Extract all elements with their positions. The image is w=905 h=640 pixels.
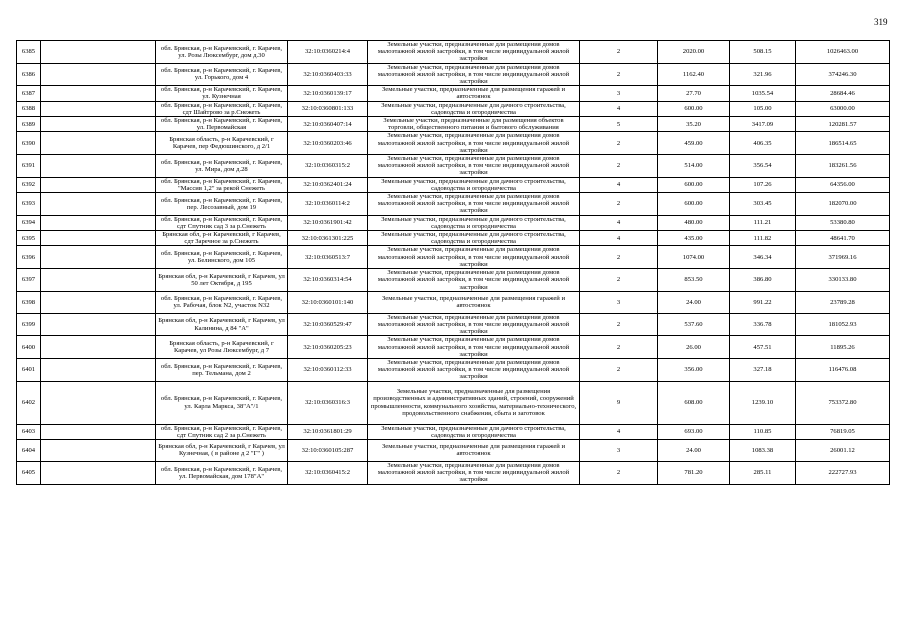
price-cell: 110.85 (730, 424, 796, 439)
area-cell: 1074.00 (658, 246, 730, 269)
address-cell: обл. Брянская, р-н Карачевский, г. Карачев, ул. Первомайская (156, 117, 288, 132)
area-cell: 26.00 (658, 336, 730, 359)
address-cell: обл. Брянская, р-н Карачевский, г. Карачев, "Массив 1,2" за рекой Снежеть (156, 177, 288, 192)
group-cell: 4 (580, 215, 658, 230)
table-row (17, 439, 890, 461)
table-row (17, 269, 890, 292)
address-cell: обл. Брянская, р-н Карачевский, г. Карачев, ул. Первомайская, дом 178"А" (156, 461, 288, 484)
cadastral-value-cell: 1026463.00 (796, 41, 890, 64)
group-cell: 2 (580, 41, 658, 64)
land-use-cell: Земельные участки, предназначенные для размещения домов малоэтажной жилой застройки, в том числе индивидуальной жилой застройки (368, 246, 580, 269)
cadastral-value-cell: 28684.46 (796, 86, 890, 101)
cadastral-value-cell: 11895.26 (796, 336, 890, 359)
row-number: 6389 (17, 117, 41, 132)
address-cell: Брянская обл, р-н Карачевский, г Карачев, ул Кузнечная, ( в районе д 2 "Г" ) (156, 439, 288, 461)
group-cell: 4 (580, 424, 658, 439)
table-row (17, 193, 890, 216)
price-cell: 336.78 (730, 313, 796, 336)
address-cell: обл. Брянская, р-н Карачевский, г. Карачев, сдт Спутник сад 2 за р.Снежеть (156, 424, 288, 439)
price-cell: 991.22 (730, 291, 796, 313)
group-cell: 4 (580, 177, 658, 192)
cadastral-number-cell: 32:10:0360205:23 (288, 336, 368, 359)
table-row (17, 101, 890, 116)
address-cell: обл. Брянская, р-н Карачевский, г. Карачев, пер. Тельмана, дом 2 (156, 358, 288, 381)
area-cell: 480.00 (658, 215, 730, 230)
address-cell: обл. Брянская, р-н Карачевский, г. Карачев, ул. Белинского, дом 105 (156, 246, 288, 269)
address-cell: обл. Брянская, р-н Карачевский, г. Карачев, ул. Розы Люксембург, дом д.30 (156, 41, 288, 64)
cadastral-value-cell: 181052.93 (796, 313, 890, 336)
group-cell: 4 (580, 101, 658, 116)
land-use-cell: Земельные участки, предназначенные для размещения домов малоэтажной жилой застройки, в том числе индивидуальной жилой застройки (368, 132, 580, 155)
blank-cell (41, 381, 156, 424)
price-cell: 1239.10 (730, 381, 796, 424)
cadastral-number-cell: 32:10:0360415:2 (288, 461, 368, 484)
address-cell: Брянская обл, р-н Карачевский, г Карачев, ул 50 лет Октября, д 195 (156, 269, 288, 292)
cadastral-value-cell: 64356.00 (796, 177, 890, 192)
table-row (17, 381, 890, 424)
land-use-cell: Земельные участки, предназначенные для размещения домов малоэтажной жилой застройки, в том числе индивидуальной жилой застройки (368, 193, 580, 216)
land-use-cell: Земельные участки, предназначенные для размещения домов малоэтажной жилой застройки, в том числе индивидуальной жилой застройки (368, 358, 580, 381)
cadastral-value-cell: 63000.00 (796, 101, 890, 116)
cadastral-value-cell: 183261.56 (796, 155, 890, 178)
area-cell: 356.00 (658, 358, 730, 381)
cadastral-number-cell: 32:10:0360214:4 (288, 41, 368, 64)
cadastral-number-cell: 32:10:0362401:24 (288, 177, 368, 192)
address-cell: Брянская область, р-н Карачевский, г Карачев, пер Федюшинского, д 2/1 (156, 132, 288, 155)
group-cell: 2 (580, 246, 658, 269)
row-number: 6392 (17, 177, 41, 192)
row-number: 6387 (17, 86, 41, 101)
cadastral-number-cell: 32:10:0361301:225 (288, 231, 368, 246)
price-cell: 111.21 (730, 215, 796, 230)
table-row (17, 336, 890, 359)
blank-cell (41, 177, 156, 192)
cadastral-number-cell: 32:10:0360114:2 (288, 193, 368, 216)
group-cell: 2 (580, 336, 658, 359)
area-cell: 600.00 (658, 101, 730, 116)
group-cell: 4 (580, 231, 658, 246)
table-row (17, 246, 890, 269)
blank-cell (41, 358, 156, 381)
blank-cell (41, 86, 156, 101)
area-cell: 1162.40 (658, 63, 730, 86)
group-cell: 3 (580, 291, 658, 313)
price-cell: 105.00 (730, 101, 796, 116)
cadastral-value-cell: 116476.08 (796, 358, 890, 381)
row-number: 6391 (17, 155, 41, 178)
blank-cell (41, 269, 156, 292)
row-number: 6404 (17, 439, 41, 461)
blank-cell (41, 246, 156, 269)
cadastral-number-cell: 32:10:0360407:14 (288, 117, 368, 132)
row-number: 6386 (17, 63, 41, 86)
address-cell: обл. Брянская, р-н Карачевский, г. Карачев, ул. Горького, дом 4 (156, 63, 288, 86)
area-cell: 2020.00 (658, 41, 730, 64)
area-cell: 514.00 (658, 155, 730, 178)
table-row (17, 117, 890, 132)
blank-cell (41, 291, 156, 313)
table-row (17, 63, 890, 86)
group-cell: 3 (580, 439, 658, 461)
price-cell: 457.51 (730, 336, 796, 359)
land-use-cell: Земельные участки, предназначенные для размещения производственных и административных зданий, строений, сооружений промышленности, коммунального хозяйства, материально-технического, продовольственного снабжения, сбыта и заготовок (368, 381, 580, 424)
land-use-cell: Земельные участки, предназначенные для размещения домов малоэтажной жилой застройки, в том числе индивидуальной жилой застройки (368, 336, 580, 359)
price-cell: 3417.09 (730, 117, 796, 132)
area-cell: 435.00 (658, 231, 730, 246)
blank-cell (41, 63, 156, 86)
cadastral-number-cell: 32:10:0360139:17 (288, 86, 368, 101)
row-number: 6405 (17, 461, 41, 484)
row-number: 6399 (17, 313, 41, 336)
land-use-cell: Земельные участки, предназначенные для дачного строительства, садоводства и огородничества (368, 101, 580, 116)
address-cell: обл. Брянская, р-н Карачевский, г. Карачев, сдт Шайтрово за р.Снежеть (156, 101, 288, 116)
cadastral-number-cell: 32:10:0360112:33 (288, 358, 368, 381)
blank-cell (41, 439, 156, 461)
land-use-cell: Земельные участки, предназначенные для размещения объектов торговли, общественного питания и бытового обслуживания (368, 117, 580, 132)
area-cell: 853.50 (658, 269, 730, 292)
price-cell: 111.82 (730, 231, 796, 246)
blank-cell (41, 313, 156, 336)
blank-cell (41, 193, 156, 216)
table-row (17, 132, 890, 155)
cadastral-value-cell: 330133.80 (796, 269, 890, 292)
area-cell: 24.00 (658, 439, 730, 461)
area-cell: 24.00 (658, 291, 730, 313)
blank-cell (41, 336, 156, 359)
cadastral-number-cell: 32:10:0360529:47 (288, 313, 368, 336)
land-use-cell: Земельные участки, предназначенные для размещения домов малоэтажной жилой застройки, в том числе индивидуальной жилой застройки (368, 461, 580, 484)
land-use-cell: Земельные участки, предназначенные для размещения домов малоэтажной жилой застройки, в том числе индивидуальной жилой застройки (368, 41, 580, 64)
row-number: 6398 (17, 291, 41, 313)
price-cell: 303.45 (730, 193, 796, 216)
group-cell: 2 (580, 461, 658, 484)
group-cell: 2 (580, 132, 658, 155)
table-row (17, 313, 890, 336)
row-number: 6393 (17, 193, 41, 216)
cadastral-value-cell: 374246.30 (796, 63, 890, 86)
row-number: 6403 (17, 424, 41, 439)
cadastral-number-cell: 32:10:0361801:29 (288, 424, 368, 439)
address-cell: Брянская обл, р-н Карачевский, г Карачев, ул Калинина, д 84 "А" (156, 313, 288, 336)
group-cell: 2 (580, 358, 658, 381)
land-use-cell: Земельные участки, предназначенные для размещения гаражей и автостоянок (368, 439, 580, 461)
blank-cell (41, 215, 156, 230)
group-cell: 2 (580, 155, 658, 178)
blank-cell (41, 461, 156, 484)
group-cell: 3 (580, 86, 658, 101)
row-number: 6390 (17, 132, 41, 155)
group-cell: 2 (580, 193, 658, 216)
table-body (17, 41, 890, 485)
price-cell: 356.54 (730, 155, 796, 178)
table-row (17, 231, 890, 246)
address-cell: обл. Брянская, р-н Карачевский, г. Карачев, ул. Рабочая, блок N2, участок N32 (156, 291, 288, 313)
table-row (17, 424, 890, 439)
price-cell: 1035.54 (730, 86, 796, 101)
row-number: 6400 (17, 336, 41, 359)
cadastral-value-cell: 753372.80 (796, 381, 890, 424)
area-cell: 537.60 (658, 313, 730, 336)
price-cell: 107.26 (730, 177, 796, 192)
land-use-cell: Земельные участки, предназначенные для дачного строительства, садоводства и огородничества (368, 215, 580, 230)
row-number: 6401 (17, 358, 41, 381)
group-cell: 2 (580, 269, 658, 292)
group-cell: 2 (580, 63, 658, 86)
row-number: 6395 (17, 231, 41, 246)
group-cell: 2 (580, 313, 658, 336)
land-use-cell: Земельные участки, предназначенные для размещения домов малоэтажной жилой застройки, в том числе индивидуальной жилой застройки (368, 155, 580, 178)
area-cell: 27.70 (658, 86, 730, 101)
cadastral-number-cell: 32:10:0360105:287 (288, 439, 368, 461)
cadastral-value-cell: 186514.65 (796, 132, 890, 155)
cadastral-value-cell: 371969.16 (796, 246, 890, 269)
cadastral-number-cell: 32:10:0360315:2 (288, 155, 368, 178)
address-cell: обл. Брянская, р-н Карачевский, г. Карачев, ул. Мира, дом д.28 (156, 155, 288, 178)
price-cell: 285.11 (730, 461, 796, 484)
cadastral-value-cell: 182070.00 (796, 193, 890, 216)
price-cell: 386.80 (730, 269, 796, 292)
row-number: 6385 (17, 41, 41, 64)
cadastral-number-cell: 32:10:0360513:7 (288, 246, 368, 269)
address-cell: обл. Брянская, р-н Карачевский, г. Карачев, ул. Карла Маркса, 38"А"/1 (156, 381, 288, 424)
area-cell: 600.00 (658, 193, 730, 216)
blank-cell (41, 231, 156, 246)
area-cell: 459.00 (658, 132, 730, 155)
area-cell: 693.00 (658, 424, 730, 439)
area-cell: 600.00 (658, 177, 730, 192)
cadastral-number-cell: 32:10:0360101:140 (288, 291, 368, 313)
cadastral-number-cell: 32:10:0360403:33 (288, 63, 368, 86)
land-use-cell: Земельные участки, предназначенные для размещения домов малоэтажной жилой застройки, в том числе индивидуальной жилой застройки (368, 313, 580, 336)
table-row (17, 177, 890, 192)
land-use-cell: Земельные участки, предназначенные для размещения гаражей и автостоянок (368, 291, 580, 313)
land-use-cell: Земельные участки, предназначенные для размещения домов малоэтажной жилой застройки, в том числе индивидуальной жилой застройки (368, 63, 580, 86)
address-cell: обл. Брянская, р-н Карачевский, г. Карачев, сдт Спутник сад 3 за р.Снежеть (156, 215, 288, 230)
blank-cell (41, 117, 156, 132)
cadastral-value-cell: 26001.12 (796, 439, 890, 461)
cadastral-number-cell: 32:10:0360316:3 (288, 381, 368, 424)
table-row (17, 86, 890, 101)
address-cell: Брянская область, р-н Карачевский, г Карачев, ул Розы Люксембург, д 7 (156, 336, 288, 359)
address-cell: Брянская обл, р-н Карачевский, г Карачев, сдт Заречное за р.Снежеть (156, 231, 288, 246)
table-row (17, 155, 890, 178)
price-cell: 327.18 (730, 358, 796, 381)
area-cell: 35.20 (658, 117, 730, 132)
price-cell: 508.15 (730, 41, 796, 64)
land-registry-table (16, 40, 890, 485)
table-row (17, 461, 890, 484)
cadastral-value-cell: 120281.57 (796, 117, 890, 132)
price-cell: 406.35 (730, 132, 796, 155)
cadastral-value-cell: 23789.28 (796, 291, 890, 313)
row-number: 6402 (17, 381, 41, 424)
address-cell: обл. Брянская, р-н Карачевский, г. Карачев, ул. Кузнечная (156, 86, 288, 101)
cadastral-value-cell: 48641.70 (796, 231, 890, 246)
cadastral-value-cell: 76819.05 (796, 424, 890, 439)
cadastral-number-cell: 32:10:0360314:54 (288, 269, 368, 292)
blank-cell (41, 424, 156, 439)
blank-cell (41, 155, 156, 178)
table-row (17, 41, 890, 64)
blank-cell (41, 101, 156, 116)
page-number: 319 (874, 17, 888, 27)
row-number: 6396 (17, 246, 41, 269)
table-row (17, 358, 890, 381)
table-row (17, 291, 890, 313)
land-use-cell: Земельные участки, предназначенные для размещения гаражей и автостоянок (368, 86, 580, 101)
area-cell: 781.20 (658, 461, 730, 484)
table-row (17, 215, 890, 230)
land-use-cell: Земельные участки, предназначенные для дачного строительства, садоводства и огородничества (368, 177, 580, 192)
price-cell: 1083.38 (730, 439, 796, 461)
group-cell: 9 (580, 381, 658, 424)
price-cell: 321.96 (730, 63, 796, 86)
address-cell: обл. Брянская, р-н Карачевский, г. Карачев, пер. Лесозавный, дом 19 (156, 193, 288, 216)
blank-cell (41, 41, 156, 64)
row-number: 6397 (17, 269, 41, 292)
price-cell: 346.34 (730, 246, 796, 269)
group-cell: 5 (580, 117, 658, 132)
cadastral-value-cell: 222727.93 (796, 461, 890, 484)
cadastral-number-cell: 32:10:0360801:133 (288, 101, 368, 116)
land-use-cell: Земельные участки, предназначенные для дачного строительства, садоводства и огородничества (368, 231, 580, 246)
cadastral-number-cell: 32:10:0360203:46 (288, 132, 368, 155)
row-number: 6388 (17, 101, 41, 116)
cadastral-value-cell: 53380.80 (796, 215, 890, 230)
area-cell: 608.00 (658, 381, 730, 424)
cadastral-number-cell: 32:10:0361901:42 (288, 215, 368, 230)
land-use-cell: Земельные участки, предназначенные для размещения домов малоэтажной жилой застройки, в том числе индивидуальной жилой застройки (368, 269, 580, 292)
row-number: 6394 (17, 215, 41, 230)
land-use-cell: Земельные участки, предназначенные для дачного строительства, садоводства и огородничества (368, 424, 580, 439)
blank-cell (41, 132, 156, 155)
